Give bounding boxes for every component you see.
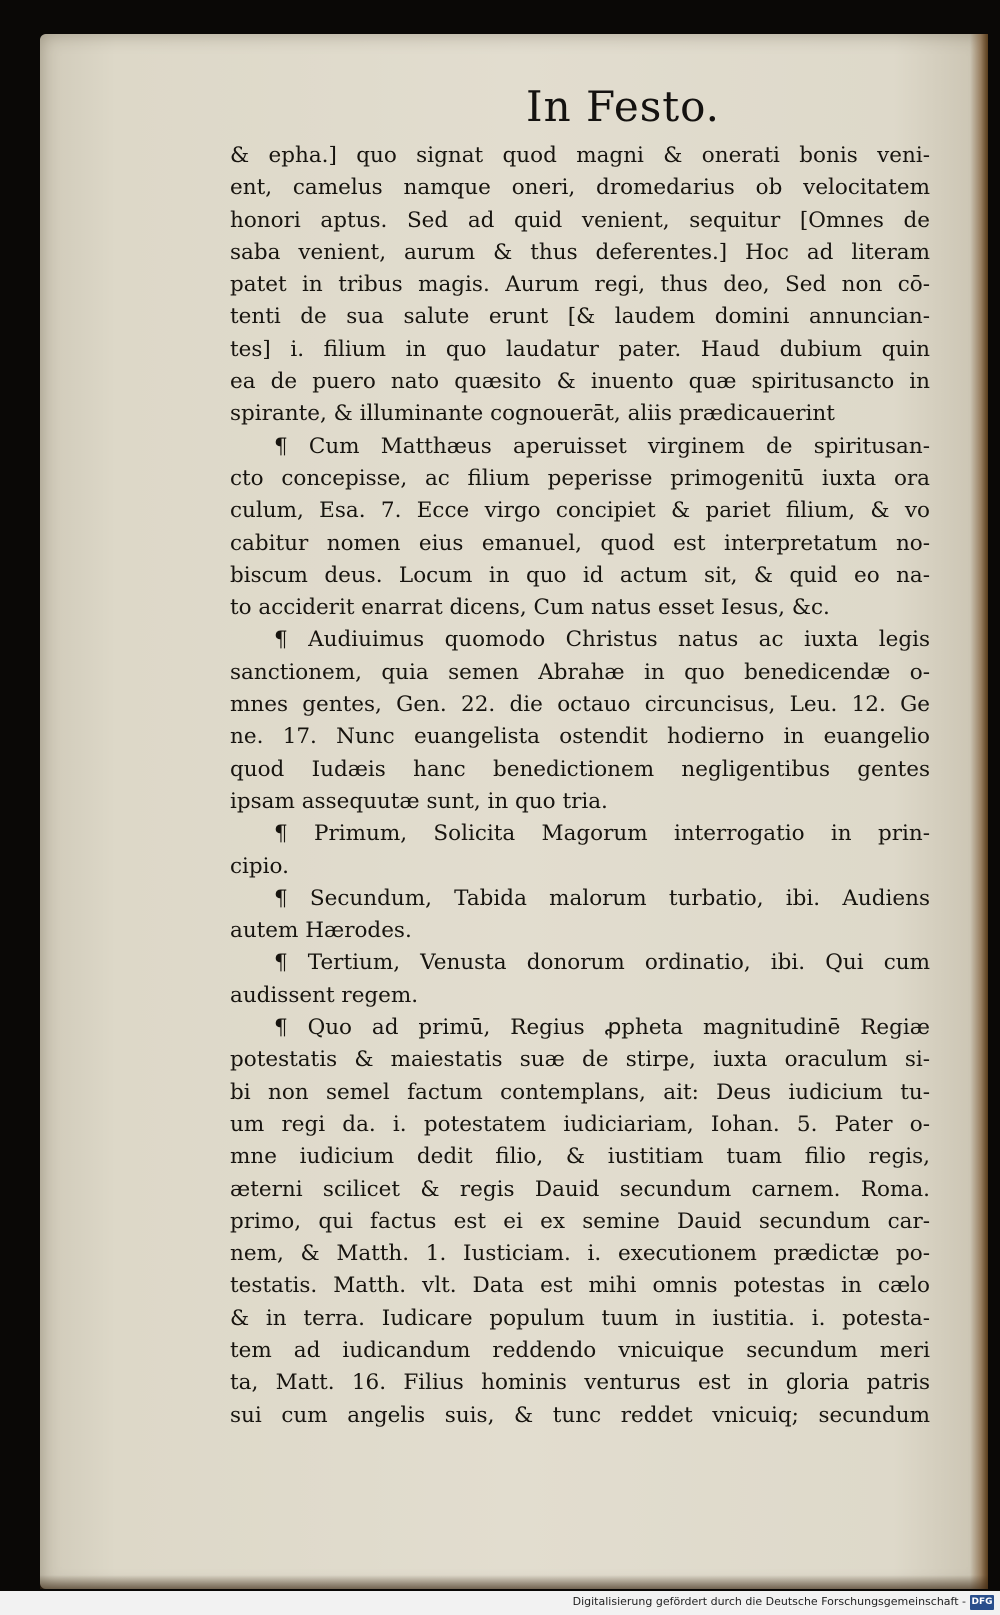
page-text-body	[230, 140, 930, 1432]
text-line: ipsam assequutæ sunt, in quo tria.	[230, 788, 608, 814]
funding-note: Digitalisierung gefördert durch die Deutsche Forschungsgemeinschaft -	[572, 1595, 966, 1608]
text-line: honori aptus. Sed ad quid venient, sequitur [Omnes de	[230, 207, 930, 233]
text-line: spirante, & illuminante cognouerāt, aliis prædicauerint	[230, 401, 835, 427]
text-line: æterni scilicet & regis Dauid secundum carnem. Roma.	[230, 1176, 930, 1202]
text-line: ¶ Secundum, Tabida malorum turbatio, ibi. Audiens	[274, 885, 930, 911]
text-line: ¶ Cum Matthæus aperuisset virginem de spiritusan-	[274, 433, 930, 459]
text-line: ¶ Audiuimus quomodo Christus natus ac iuxta legis	[274, 627, 930, 653]
dfg-logo-icon: DFG	[970, 1595, 994, 1610]
text-line: autem Hærodes.	[230, 918, 412, 944]
text-line: to acciderit enarrat dicens, Cum natus esset Iesus, &c.	[230, 595, 830, 621]
text-line: mne iudicium dedit filio, & iustitiam tuam filio regis,	[230, 1144, 930, 1170]
text-line: & epha.] quo signat quod magni & onerati bonis veni-	[230, 143, 930, 168]
text-line: ent, camelus namque oneri, dromedarius ob velocitatem	[230, 175, 930, 201]
text-line: cabitur nomen eius emanuel, quod est interpretatum no-	[230, 530, 930, 556]
text-line: audissent regem.	[230, 982, 419, 1008]
text-line: nem, & Matth. 1. Iusticiam. i. executionem prædictæ po-	[230, 1241, 930, 1267]
text-line: ta, Matt. 16. Filius hominis venturus est in gloria patris	[230, 1370, 930, 1396]
text-line: sanctionem, quia semen Abrahæ in quo benedicendæ o-	[230, 659, 930, 685]
text-line: saba venient, aurum & thus deferentes.] Hoc ad literam	[230, 239, 930, 265]
text-line: sui cum angelis suis, & tunc reddet vnicuiq; secundum	[230, 1402, 930, 1428]
text-line: tem ad iudicandum reddendo vnicuique secundum meri	[230, 1337, 930, 1363]
text-line: quod Iudæis hanc benedictionem negligentibus gentes	[230, 756, 930, 782]
page-edge-shadow	[970, 34, 988, 1589]
text-line: patet in tribus magis. Aurum regi, thus deo, Sed non cō-	[230, 272, 930, 298]
text-line: ne. 17. Nunc euangelista ostendit hodierno in euangelio	[230, 724, 930, 750]
page-bottom-shadow	[40, 1575, 988, 1589]
text-line: ¶ Tertium, Venusta donorum ordinatio, ibi. Qui cum	[274, 950, 930, 976]
text-line: biscum deus. Locum in quo id actum sit, & quid eo na-	[230, 562, 930, 588]
text-line: tes] i. filium in quo laudatur pater. Haud dubium quin	[230, 336, 930, 362]
text-line: bi non semel factum contemplans, ait: Deus iudicium tu-	[230, 1079, 930, 1105]
text-line: & in terra. Iudicare populum tuum in iustitia. i. potesta-	[230, 1305, 930, 1331]
text-line: mnes gentes, Gen. 22. die octauo circuncisus, Leu. 12. Ge	[230, 692, 930, 718]
text-line: testatis. Matth. vlt. Data est mihi omnis potestas in cælo	[230, 1273, 930, 1299]
text-line: potestatis & maiestatis suæ de stirpe, iuxta oraculum si-	[230, 1047, 930, 1073]
text-line: ¶ Quo ad primū, Regius ꝓpheta magnitudinē Regiæ	[274, 1015, 930, 1041]
text-line: ea de puero nato quæsito & inuento quæ spiritusancto in	[230, 369, 930, 395]
text-line: cipio.	[230, 853, 289, 879]
footer-bar	[0, 1591, 1000, 1615]
text-line: tenti de sua salute erunt [& laudem domini annuncian-	[230, 304, 930, 330]
text-line: cto concepisse, ac filium peperisse primogenitū iuxta ora	[230, 465, 930, 491]
text-line: culum, Esa. 7. Ecce virgo concipiet & pariet filium, & vo	[230, 498, 930, 524]
text-line: primo, qui factus est ei ex semine Dauid secundum car-	[230, 1208, 930, 1234]
running-head: In Festo.	[526, 82, 721, 131]
text-line: um regi da. i. potestatem iudiciariam, Iohan. 5. Pater o-	[230, 1111, 930, 1137]
text-line: ¶ Primum, Solicita Magorum interrogatio in prin-	[274, 821, 930, 847]
